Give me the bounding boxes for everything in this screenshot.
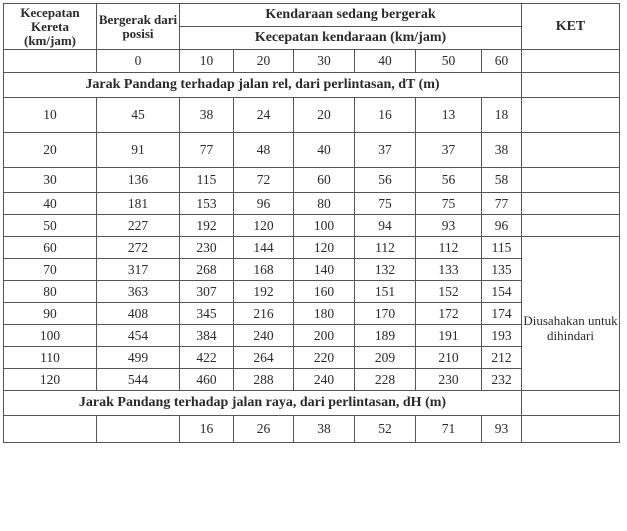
moving-distance-cell: 345 bbox=[180, 303, 234, 325]
train-speed-cell: 40 bbox=[4, 193, 97, 215]
moving-distance-cell: 13 bbox=[416, 98, 482, 133]
moving-distance-cell: 132 bbox=[355, 259, 416, 281]
section-road-title: Jarak Pandang terhadap jalan raya, dari perlintasan, dH (m) bbox=[4, 391, 522, 416]
moving-distance-cell: 16 bbox=[355, 98, 416, 133]
speed-cell: 50 bbox=[416, 50, 482, 73]
stationary-distance-cell: 317 bbox=[97, 259, 180, 281]
header-from-position: Bergerak dari posisi bbox=[97, 4, 180, 50]
moving-distance-cell: 268 bbox=[180, 259, 234, 281]
blank-cell bbox=[522, 73, 620, 98]
moving-distance-cell: 460 bbox=[180, 369, 234, 391]
blank-cell bbox=[4, 50, 97, 73]
moving-distance-cell: 172 bbox=[416, 303, 482, 325]
train-speed-cell: 50 bbox=[4, 215, 97, 237]
moving-distance-cell: 94 bbox=[355, 215, 416, 237]
moving-distance-cell: 37 bbox=[355, 133, 416, 168]
blank-cell bbox=[522, 391, 620, 416]
stationary-distance-cell: 408 bbox=[97, 303, 180, 325]
moving-distance-cell: 96 bbox=[234, 193, 294, 215]
moving-distance-cell: 93 bbox=[416, 215, 482, 237]
train-speed-cell: 90 bbox=[4, 303, 97, 325]
moving-distance-cell: 120 bbox=[234, 215, 294, 237]
train-speed-cell: 110 bbox=[4, 347, 97, 369]
ket-cell bbox=[522, 168, 620, 193]
stationary-distance-cell: 544 bbox=[97, 369, 180, 391]
moving-distance-cell: 200 bbox=[294, 325, 355, 347]
ket-cell bbox=[522, 193, 620, 215]
table-row bbox=[4, 237, 620, 259]
table-row bbox=[4, 193, 620, 215]
moving-distance-cell: 220 bbox=[294, 347, 355, 369]
speed-cell: 10 bbox=[180, 50, 234, 73]
moving-distance-cell: 38 bbox=[482, 133, 522, 168]
moving-distance-cell: 422 bbox=[180, 347, 234, 369]
moving-distance-cell: 40 bbox=[294, 133, 355, 168]
train-speed-cell: 80 bbox=[4, 281, 97, 303]
moving-distance-cell: 174 bbox=[482, 303, 522, 325]
moving-distance-cell: 209 bbox=[355, 347, 416, 369]
table-row bbox=[4, 215, 620, 237]
train-speed-cell: 20 bbox=[4, 133, 97, 168]
train-speed-cell: 70 bbox=[4, 259, 97, 281]
moving-distance-cell: 48 bbox=[234, 133, 294, 168]
moving-distance-cell: 75 bbox=[416, 193, 482, 215]
moving-distance-cell: 153 bbox=[180, 193, 234, 215]
moving-distance-cell: 75 bbox=[355, 193, 416, 215]
moving-distance-cell: 189 bbox=[355, 325, 416, 347]
moving-distance-cell: 212 bbox=[482, 347, 522, 369]
table-row bbox=[4, 133, 620, 168]
road-value-cell: 93 bbox=[482, 416, 522, 443]
moving-distance-cell: 37 bbox=[416, 133, 482, 168]
stationary-distance-cell: 227 bbox=[97, 215, 180, 237]
blank-cell bbox=[522, 50, 620, 73]
train-speed-cell: 10 bbox=[4, 98, 97, 133]
speed-cell: 30 bbox=[294, 50, 355, 73]
stationary-distance-cell: 499 bbox=[97, 347, 180, 369]
table-row bbox=[4, 98, 620, 133]
moving-distance-cell: 144 bbox=[234, 237, 294, 259]
road-value-cell: 71 bbox=[416, 416, 482, 443]
moving-distance-cell: 230 bbox=[416, 369, 482, 391]
moving-distance-cell: 240 bbox=[234, 325, 294, 347]
road-value-cell: 38 bbox=[294, 416, 355, 443]
moving-distance-cell: 168 bbox=[234, 259, 294, 281]
table-wrapper bbox=[3, 3, 620, 443]
speed-header-row bbox=[4, 50, 620, 73]
moving-distance-cell: 154 bbox=[482, 281, 522, 303]
ket-cell bbox=[522, 133, 620, 168]
sight-distance-table bbox=[3, 3, 620, 443]
moving-distance-cell: 100 bbox=[294, 215, 355, 237]
blank-cell bbox=[522, 416, 620, 443]
speed-cell: 20 bbox=[234, 50, 294, 73]
moving-distance-cell: 77 bbox=[180, 133, 234, 168]
moving-distance-cell: 80 bbox=[294, 193, 355, 215]
moving-distance-cell: 232 bbox=[482, 369, 522, 391]
road-value-cell: 16 bbox=[180, 416, 234, 443]
ket-note: Diusahakan untuk dihindari bbox=[522, 237, 620, 391]
table-row bbox=[4, 168, 620, 193]
ket-cell bbox=[522, 215, 620, 237]
moving-distance-cell: 193 bbox=[482, 325, 522, 347]
moving-distance-cell: 112 bbox=[355, 237, 416, 259]
speed-cell: 60 bbox=[482, 50, 522, 73]
moving-distance-cell: 60 bbox=[294, 168, 355, 193]
train-speed-cell: 120 bbox=[4, 369, 97, 391]
stationary-distance-cell: 363 bbox=[97, 281, 180, 303]
blank-cell bbox=[4, 416, 97, 443]
moving-distance-cell: 18 bbox=[482, 98, 522, 133]
header-ket: KET bbox=[522, 4, 620, 50]
stationary-distance-cell: 91 bbox=[97, 133, 180, 168]
moving-distance-cell: 56 bbox=[416, 168, 482, 193]
moving-distance-cell: 135 bbox=[482, 259, 522, 281]
stationary-distance-cell: 181 bbox=[97, 193, 180, 215]
road-values-row bbox=[4, 416, 620, 443]
moving-distance-cell: 230 bbox=[180, 237, 234, 259]
moving-distance-cell: 228 bbox=[355, 369, 416, 391]
header-train-speed: Kecepatan Kereta (km/jam) bbox=[4, 4, 97, 50]
moving-distance-cell: 192 bbox=[180, 215, 234, 237]
road-value-cell: 26 bbox=[234, 416, 294, 443]
moving-distance-cell: 170 bbox=[355, 303, 416, 325]
moving-distance-cell: 115 bbox=[180, 168, 234, 193]
road-value-cell: 52 bbox=[355, 416, 416, 443]
moving-distance-cell: 56 bbox=[355, 168, 416, 193]
moving-distance-cell: 216 bbox=[234, 303, 294, 325]
stationary-distance-cell: 136 bbox=[97, 168, 180, 193]
stationary-distance-cell: 454 bbox=[97, 325, 180, 347]
moving-distance-cell: 24 bbox=[234, 98, 294, 133]
moving-distance-cell: 264 bbox=[234, 347, 294, 369]
moving-distance-cell: 38 bbox=[180, 98, 234, 133]
moving-distance-cell: 133 bbox=[416, 259, 482, 281]
stationary-distance-cell: 272 bbox=[97, 237, 180, 259]
train-speed-cell: 100 bbox=[4, 325, 97, 347]
train-speed-cell: 60 bbox=[4, 237, 97, 259]
ket-cell bbox=[522, 98, 620, 133]
moving-distance-cell: 112 bbox=[416, 237, 482, 259]
header-vehicle-speed: Kecepatan kendaraan (km/jam) bbox=[180, 27, 522, 50]
header-vehicle-moving: Kendaraan sedang bergerak bbox=[180, 4, 522, 27]
moving-distance-cell: 96 bbox=[482, 215, 522, 237]
moving-distance-cell: 152 bbox=[416, 281, 482, 303]
moving-distance-cell: 160 bbox=[294, 281, 355, 303]
speed-cell: 0 bbox=[97, 50, 180, 73]
moving-distance-cell: 288 bbox=[234, 369, 294, 391]
moving-distance-cell: 72 bbox=[234, 168, 294, 193]
stationary-distance-cell: 45 bbox=[97, 98, 180, 133]
moving-distance-cell: 115 bbox=[482, 237, 522, 259]
moving-distance-cell: 180 bbox=[294, 303, 355, 325]
moving-distance-cell: 191 bbox=[416, 325, 482, 347]
section-rail-title: Jarak Pandang terhadap jalan rel, dari perlintasan, dT (m) bbox=[4, 73, 522, 98]
moving-distance-cell: 210 bbox=[416, 347, 482, 369]
moving-distance-cell: 77 bbox=[482, 193, 522, 215]
moving-distance-cell: 140 bbox=[294, 259, 355, 281]
moving-distance-cell: 58 bbox=[482, 168, 522, 193]
blank-cell bbox=[97, 416, 180, 443]
moving-distance-cell: 192 bbox=[234, 281, 294, 303]
train-speed-cell: 30 bbox=[4, 168, 97, 193]
moving-distance-cell: 307 bbox=[180, 281, 234, 303]
moving-distance-cell: 120 bbox=[294, 237, 355, 259]
moving-distance-cell: 240 bbox=[294, 369, 355, 391]
moving-distance-cell: 20 bbox=[294, 98, 355, 133]
speed-cell: 40 bbox=[355, 50, 416, 73]
data-rows bbox=[4, 98, 620, 391]
moving-distance-cell: 384 bbox=[180, 325, 234, 347]
moving-distance-cell: 151 bbox=[355, 281, 416, 303]
